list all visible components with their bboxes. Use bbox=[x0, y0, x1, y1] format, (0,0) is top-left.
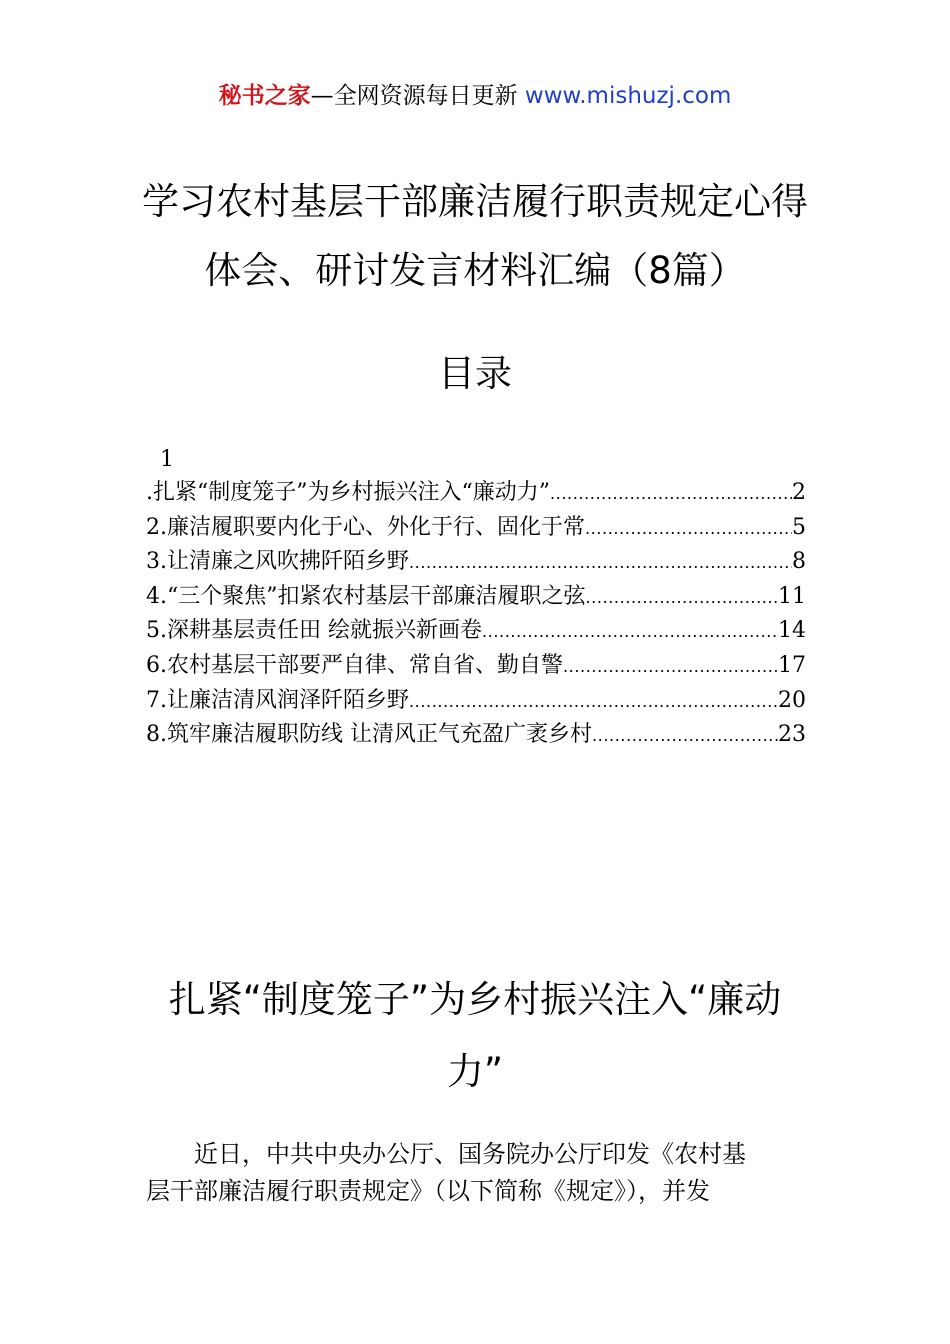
site-brand: 秘书之家 bbox=[218, 83, 311, 109]
site-header bbox=[0, 80, 950, 112]
toc-entry-page: 11 bbox=[778, 583, 806, 609]
toc-entry-page: 17 bbox=[778, 652, 806, 678]
toc-leader-dots bbox=[592, 719, 778, 754]
toc-entry-label: 8.筑牢廉洁履职防线 让清风正气充盈广袤乡村 bbox=[146, 722, 592, 748]
section-title-line-1: 扎紧“制度笼子”为乡村振兴注入“廉动 bbox=[168, 978, 782, 1021]
toc-entry-label: 3.让清廉之风吹拂阡陌乡野 bbox=[146, 549, 409, 575]
toc-entry-page: 23 bbox=[778, 722, 806, 748]
toc-heading: 目录 bbox=[438, 352, 512, 395]
toc-entry[interactable] bbox=[146, 614, 806, 649]
toc-leader-dots bbox=[563, 650, 778, 685]
body-paragraph-line-1: 近日，中共中央办公厅、国务院办公厅印发《农村基 bbox=[194, 1140, 746, 1168]
toc-entry[interactable] bbox=[146, 684, 806, 719]
toc-leader-dots bbox=[409, 685, 778, 720]
toc-entry-label: 2.廉洁履职要内化于心、外化于行、固化于常 bbox=[146, 514, 585, 540]
toc-entry-page: 14 bbox=[778, 618, 806, 644]
toc-entry[interactable] bbox=[146, 580, 806, 615]
toc-entry-page: 8 bbox=[792, 549, 806, 575]
toc-entry-page: 2 bbox=[792, 480, 806, 505]
toc-entry[interactable] bbox=[146, 649, 806, 684]
toc-entry-label: .扎紧“制度笼子”为乡村振兴注入“廉动力” bbox=[146, 480, 550, 505]
toc-entry-label: 7.让廉洁清风润泽阡陌乡野 bbox=[146, 687, 409, 713]
body-paragraph-line-2: 层干部廉洁履行职责规定》（以下简称《规定》），并发 bbox=[146, 1177, 710, 1205]
site-slogan: —全网资源每日更新 bbox=[310, 83, 518, 109]
toc-leader-dots bbox=[409, 546, 792, 581]
toc-entry-label: 5.深耕基层责任田 绘就振兴新画卷 bbox=[146, 618, 482, 644]
toc-entry[interactable] bbox=[146, 476, 806, 511]
toc-first-number: 1 bbox=[160, 447, 174, 472]
toc-leader-dots bbox=[586, 581, 779, 616]
table-of-contents bbox=[146, 444, 806, 753]
toc-entry-label: 4.“三个聚焦”扣紧农村基层干部廉洁履职之弦 bbox=[146, 583, 586, 609]
toc-entry[interactable] bbox=[146, 511, 806, 546]
toc-entry[interactable] bbox=[146, 545, 806, 580]
toc-entry[interactable] bbox=[146, 718, 806, 753]
toc-leader-dots bbox=[585, 512, 792, 547]
toc-entry-label: 6.农村基层干部要严自律、常自省、勤自警 bbox=[146, 652, 563, 678]
toc-leader-dots bbox=[482, 615, 778, 650]
toc-leader-dots bbox=[550, 477, 792, 512]
toc-entry-page: 5 bbox=[792, 514, 806, 540]
section-title-line-2: 力” bbox=[446, 1050, 504, 1093]
site-url-link[interactable]: www.mishuzj.com bbox=[524, 83, 732, 109]
toc-entry-page: 20 bbox=[778, 687, 806, 713]
document-title-line-2: 体会、研讨发言材料汇编（8篇） bbox=[204, 249, 746, 292]
document-title-line-1: 学习农村基层干部廉洁履行职责规定心得 bbox=[142, 180, 808, 223]
